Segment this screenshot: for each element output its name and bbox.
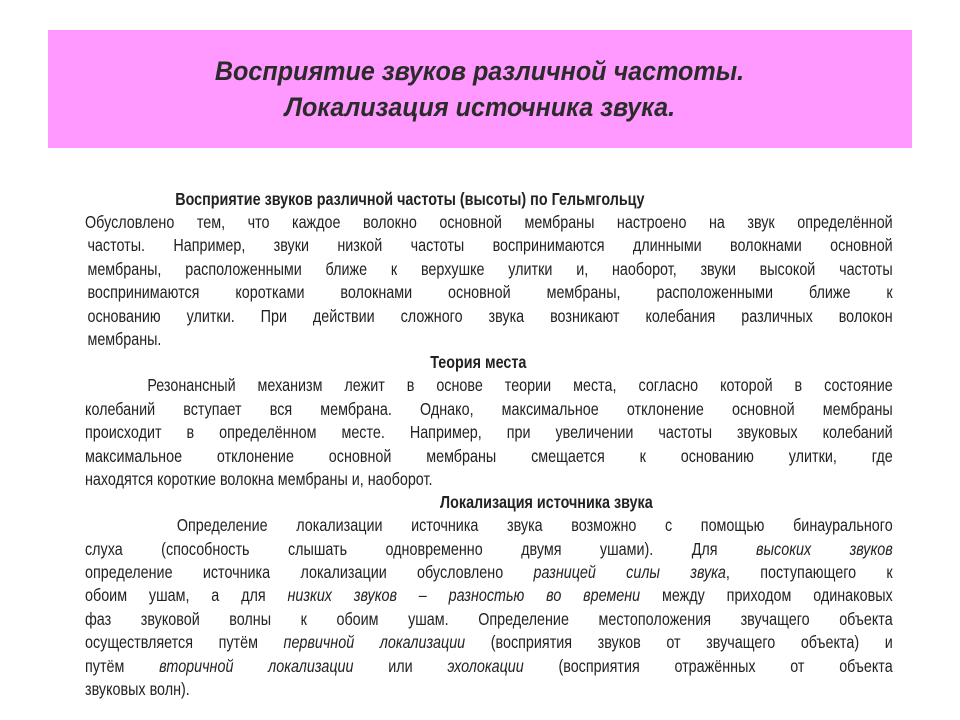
text-segment: (восприятия звуков от звучащего объекта) и <box>465 632 893 653</box>
text-segment: колебаний вступает вся мембрана. Однако, максимальное отклонение основной мембраны <box>85 398 893 419</box>
slide-body <box>85 188 893 701</box>
section <box>85 351 893 491</box>
emphasized-text: разницей силы звука <box>533 562 726 583</box>
emphasized-text: низких звуков – разностью во времени <box>287 585 641 606</box>
paragraph-line <box>85 468 893 491</box>
text-segment: (восприятия отражённых от объекта <box>523 655 893 676</box>
section <box>85 188 893 351</box>
text-segment: между приходом одинаковых <box>640 585 893 606</box>
text-segment: , поступающего к <box>725 562 893 583</box>
title-line-1: Восприятие звуков различной частоты. <box>215 56 745 86</box>
emphasized-text: вторичной локализации <box>159 655 354 676</box>
emphasized-text: эхолокации <box>447 655 524 676</box>
section <box>85 491 893 701</box>
text-segment: звуковых волн). <box>85 679 190 700</box>
paragraph-line <box>85 374 893 397</box>
paragraph-line <box>85 514 893 537</box>
section-heading: Локализация источника звука <box>440 492 653 513</box>
paragraph-line <box>85 561 893 584</box>
text-segment: частоты. Например, звуки низкой частоты воспринимаются длинными волокнами основной <box>87 235 893 256</box>
paragraph-line <box>85 445 893 468</box>
paragraph-line <box>85 328 893 351</box>
text-segment: воспринимаются коротками волокнами основной мембраны, расположенными ближе к <box>87 282 893 303</box>
section-heading: Восприятие звуков различной частоты (высоты) по Гельмгольцу <box>175 189 645 209</box>
paragraph-line <box>85 398 893 421</box>
text-segment: осуществляется путём <box>85 632 284 653</box>
paragraph-line <box>85 584 893 607</box>
paragraph-line <box>85 678 893 701</box>
text-segment: или <box>353 655 448 676</box>
paragraph-line <box>85 211 893 234</box>
text-segment: путём <box>85 655 160 676</box>
title-banner <box>48 30 912 148</box>
text-segment: основанию улитки. При действии сложного звука возникают колебания различных волокон <box>87 305 893 326</box>
text-segment: происходит в определённом месте. Например, при увеличении частоты звуковых колебаний <box>85 422 893 443</box>
paragraph-line <box>85 234 893 257</box>
paragraph-line <box>85 538 893 561</box>
text-segment: определение источника локализации обусловлено <box>85 562 534 583</box>
paragraph-line <box>85 421 893 444</box>
paragraph-line <box>85 608 893 631</box>
paragraph-line <box>85 281 893 304</box>
paragraph-line <box>85 305 893 328</box>
section-heading: Теория места <box>430 352 527 373</box>
paragraph-line <box>85 655 893 678</box>
text-segment: максимальное отклонение основной мембраны смещается к основанию улитки, где <box>85 445 893 466</box>
paragraph-line <box>85 631 893 654</box>
paragraph-line <box>85 258 893 281</box>
emphasized-text: высоких звуков <box>756 538 893 559</box>
text-segment: обоим ушам, а для <box>85 585 288 606</box>
text-segment: Определение локализации источника звука возможно с помощью бинаурального <box>176 515 893 536</box>
emphasized-text: первичной локализации <box>283 632 466 653</box>
text-segment: фаз звуковой волны к обоим ушам. Определение местоположения звучащего объекта <box>85 608 893 629</box>
text-segment: Обусловлено тем, что каждое волокно основной мембраны настроено на звук определённой <box>85 212 893 232</box>
text-segment: находятся короткие волокна мембраны и, наоборот. <box>85 468 433 489</box>
text-segment: мембраны, расположенными ближе к верхушке улитки и, наоборот, звуки высокой частоты <box>87 258 893 279</box>
text-segment: слуха (способность слышать одновременно двумя ушами). Для <box>85 538 757 559</box>
text-segment: Резонансный механизм лежит в основе теории места, согласно которой в состояние <box>147 375 893 396</box>
text-segment: мембраны. <box>87 328 162 349</box>
title-line-2: Локализация источника звука. <box>284 92 676 122</box>
